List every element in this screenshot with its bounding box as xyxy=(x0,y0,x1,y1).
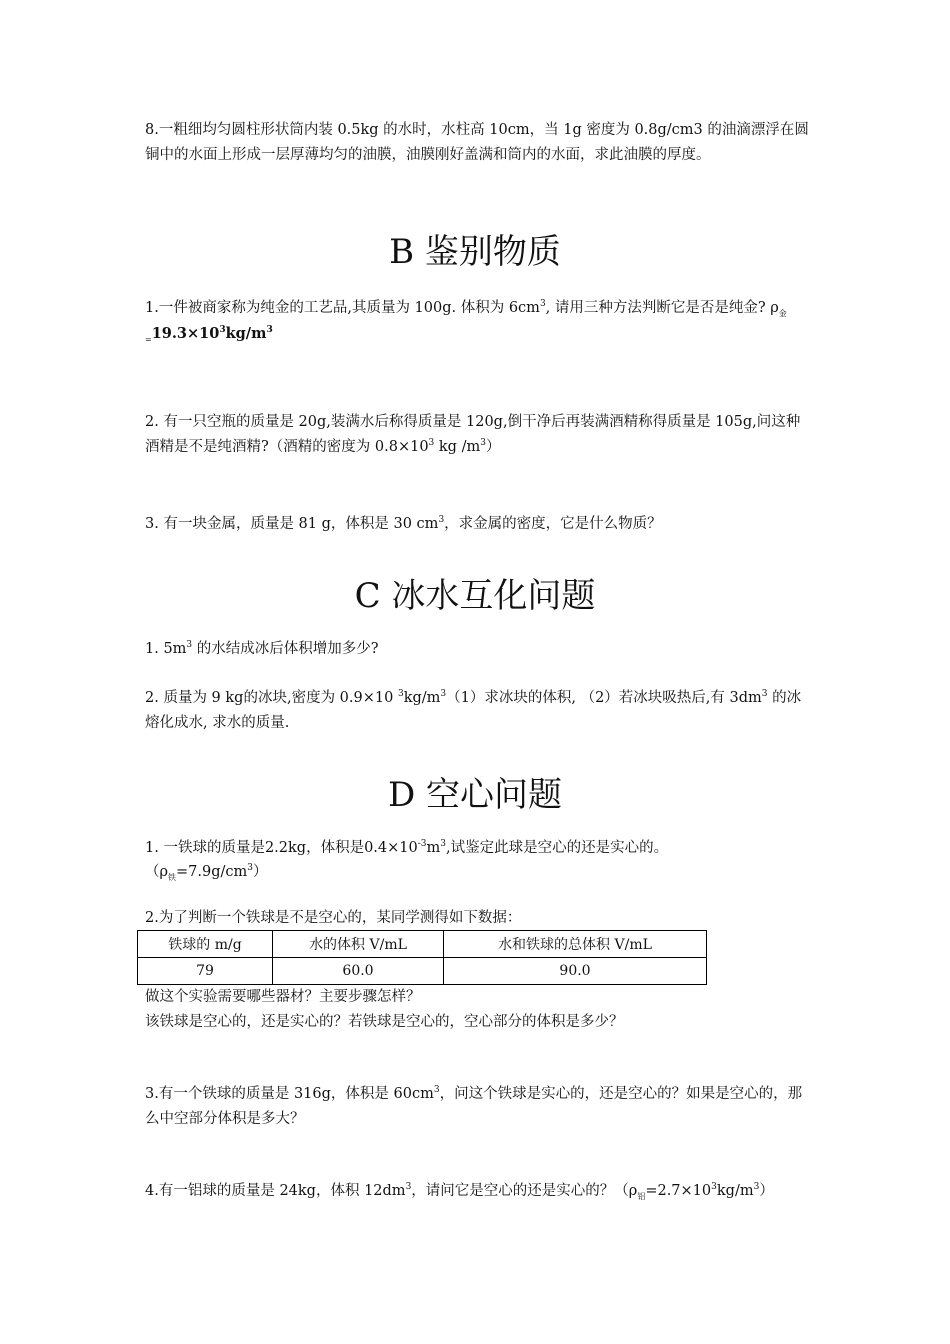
section-d-title: D 空心问题 xyxy=(387,775,563,815)
table-header-cell: 水的体积 V/mL xyxy=(273,931,444,958)
table-cell: 60.0 xyxy=(273,958,444,985)
section-c-title: C 冰水互化问题 xyxy=(354,576,596,616)
section-c-question-2: 2. 质量为 9 kg的冰块,密度为 0.9×10 $^3kg/m^3(1)$求冰块的体积, （2）若冰块吸热后,有 $3dm^3$ 的冰熔化成水, 求水的质量. xyxy=(145,689,802,731)
table-header-cell: 水和铁球的总体积 V/mL xyxy=(444,931,707,958)
section-d-question-1-density: $(\rho_铁=7.9g/cm^3)$ xyxy=(145,863,268,882)
section-d-question-4: 4.有一铝球的质量是 24kg，体积 $12dm^3$，请问它是空心的还是实心的？$(\rho_铝=2.7\times 10^3kg/m^3)$ xyxy=(145,1182,774,1201)
section-c-question-1: 1. $5m^3$ 的水结成冰后体积增加多少? xyxy=(145,640,379,657)
question-8: 8.一粗细均匀圆柱形状筒内装 0.5kg 的水时，水柱高 10cm，当 1g 密度为 0.8g/cm3 的油滴漂浮在圆铜中的水面上形成一层厚薄均匀的油膜，油膜刚好盖满和筒内的水面，求此油膜的厚度。 xyxy=(145,122,809,163)
section-b-title: B 鉴别物质 xyxy=(389,232,561,272)
section-b-question-1: 1.一件被商家称为纯金的工艺品,其质量为 100g. 体积为 $6cm^3$, 请用三种方法判断它是否是纯金? $\rho_{金=}19.3\times 10^3kg/m^3$ xyxy=(145,299,787,344)
section-b-question-3: 3. 有一块金属，质量是 81 g，体积是 30 $cm^3$，求金属的密度，它是什么物质？ xyxy=(145,515,662,532)
section-d-question-1: 1. 一铁球的质量是2.2kg，体积是$0.4\times 10^{-3}m^3$,试鉴定此球是空心的还是实心的。 xyxy=(145,839,669,856)
section-d-question-3: 3.有一个铁球的质量是 316g，体积是 $60cm^3$，问这个铁球是实心的，还是空心的？如果是空心的，那么中空部分体积是多大？ xyxy=(145,1085,803,1127)
table-header-row xyxy=(138,931,707,958)
table-row xyxy=(138,958,707,985)
section-d-question-2: 2.为了判断一个铁球是不是空心的，某同学测得如下数据： xyxy=(145,910,522,926)
section-d-question-2-part-2: 该铁球是空心的，还是实心的？若铁球是空心的，空心部分的体积是多少？ xyxy=(145,1014,624,1030)
section-d-question-2-part-1: 做这个实验需要哪些器材？主要步骤怎样？ xyxy=(145,989,421,1005)
measurement-table xyxy=(137,930,707,985)
section-b-question-2: 2. 有一只空瓶的质量是 20g,装满水后称得质量是 120g,倒干净后再装满酒精称得质量是 105g,问这种酒精是不是纯酒精?（酒精的密度为 $0.8\times 10^3$ kg $/m^3$） xyxy=(145,414,801,455)
table-cell: 90.0 xyxy=(444,958,707,985)
table-cell: 79 xyxy=(138,958,273,985)
table-header-cell: 铁球的 m/g xyxy=(138,931,273,958)
